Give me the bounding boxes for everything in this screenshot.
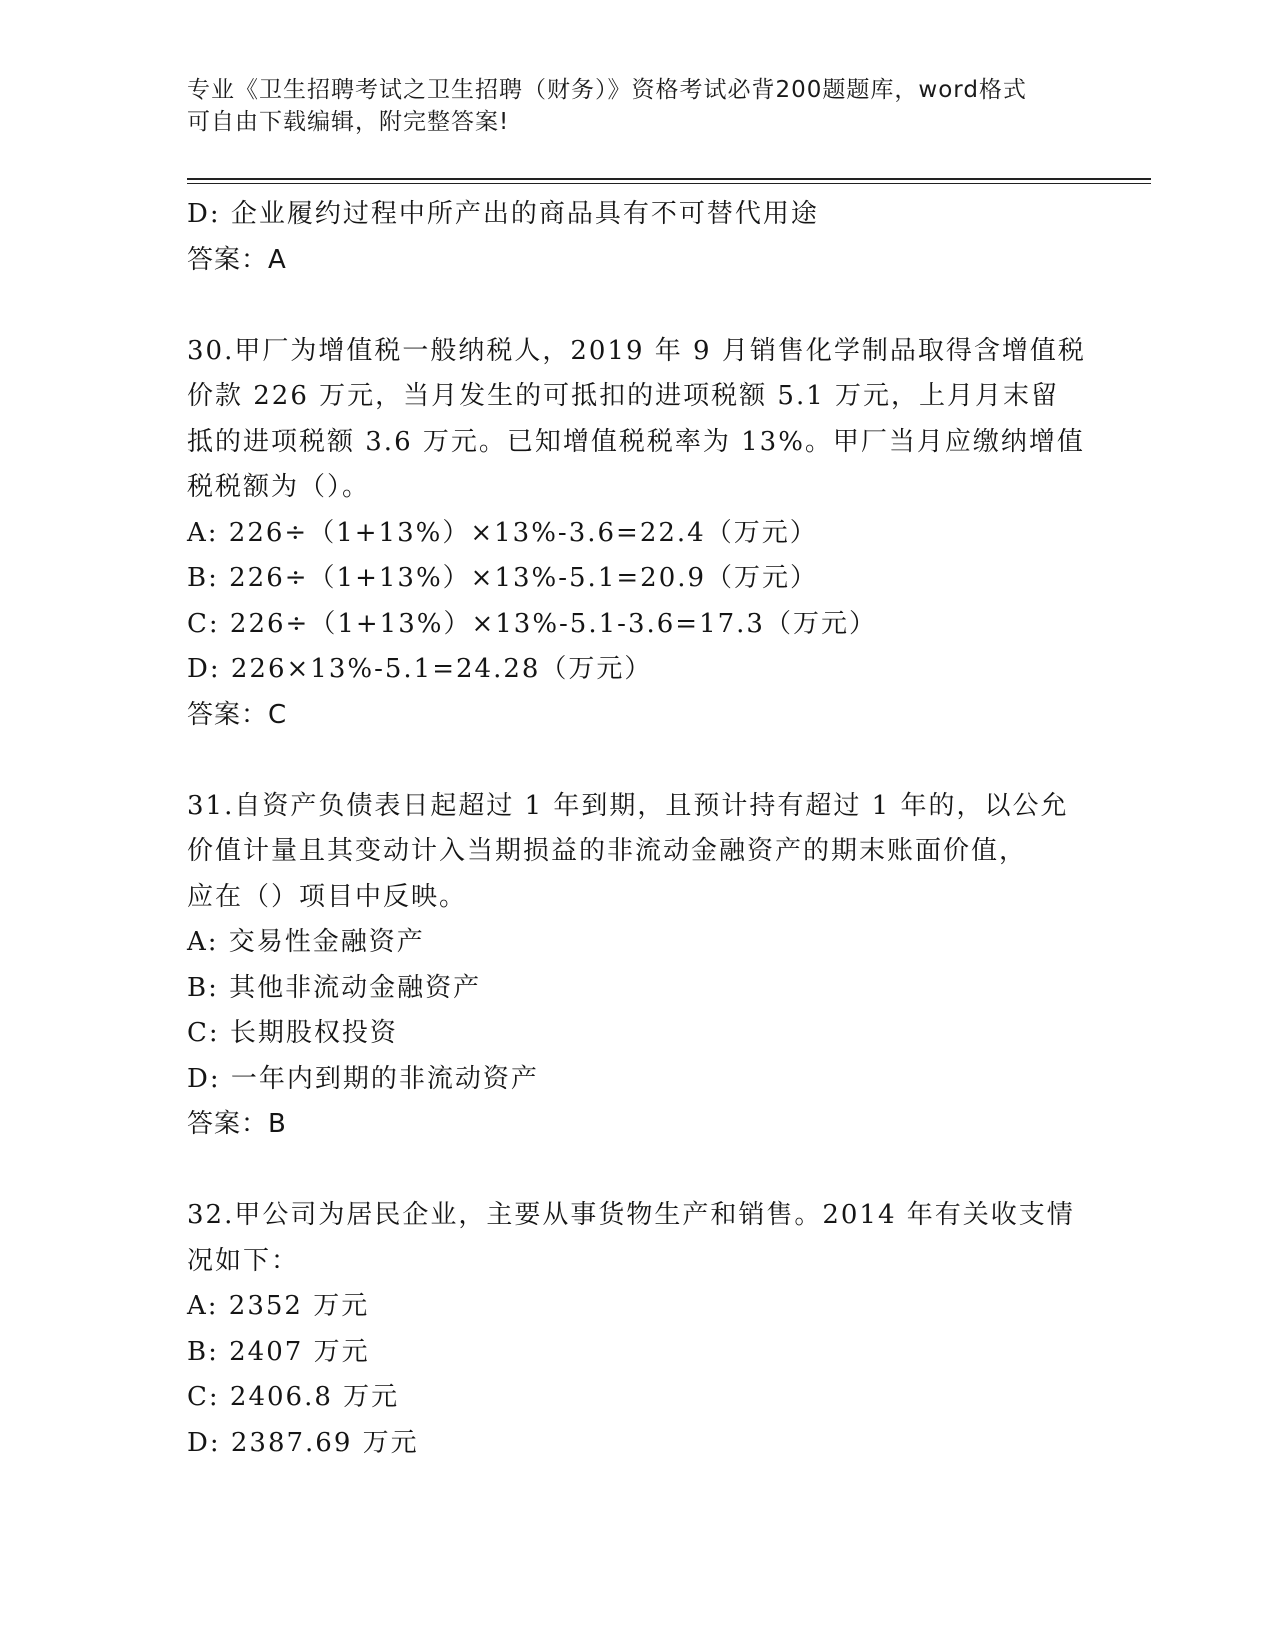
answer-line: 答案：C: [187, 699, 288, 730]
option-d: D: 一年内到期的非流动资产: [187, 1063, 539, 1094]
option-b: B: 2407 万元: [187, 1336, 370, 1367]
option-c: C: 2406.8 万元: [187, 1382, 400, 1412]
document-body: [187, 192, 1087, 1466]
option-b: B: 226÷（1+13%）×13%-5.1=20.9（万元）: [187, 563, 819, 593]
answer-line: 答案：B: [187, 1109, 287, 1139]
header-title-line-1: 专业《卫生招聘考试之卫生招聘（财务）》资格考试必背200题题库，word格式: [187, 77, 1027, 103]
option-d: D: 企业履约过程中所产出的商品具有不可替代用途: [187, 199, 819, 229]
option-b: B: 其他非流动金融资产: [187, 972, 482, 1003]
header-title-line-2: 可自由下载编辑，附完整答案!: [187, 109, 510, 135]
question-stem-line: 价值计量且其变动计入当期损益的非流动金融资产的期末账面价值，: [187, 836, 1028, 866]
option-a: A: 2352 万元: [187, 1291, 370, 1321]
previous-question-tail: [187, 192, 1087, 283]
option-a: A: 226÷（1+13%）×13%-3.6=22.4（万元）: [187, 517, 818, 548]
option-d: D: 2387.69 万元: [187, 1427, 419, 1458]
question-31: [187, 784, 1087, 1148]
question-stem-line: 价款 226 万元，当月发生的可抵扣的进项税额 5.1 万元，上月月末留: [187, 381, 1060, 411]
question-stem-line: 应在（）项目中反映。: [187, 881, 468, 912]
spacer: [187, 283, 1087, 329]
question-32: [187, 1193, 1087, 1466]
answer-line: 答案：A: [187, 244, 287, 275]
question-30: [187, 329, 1087, 739]
spacer: [187, 1148, 1087, 1194]
option-a: A: 交易性金融资产: [187, 927, 425, 957]
question-stem-line: 30.甲厂为增值税一般纳税人，2019 年 9 月销售化学制品取得含增值税: [187, 335, 1086, 366]
question-stem-line: 税税额为（）。: [187, 472, 371, 502]
question-stem-line: 31.自资产负债表日起超过 1 年到期，且预计持有超过 1 年的，以公允: [187, 790, 1069, 821]
header-divider-thin: [187, 183, 1151, 184]
question-stem-line: 况如下：: [187, 1245, 300, 1276]
document-header: [187, 74, 1067, 138]
spacer: [187, 738, 1087, 784]
header-divider-thick: [187, 178, 1151, 180]
option-c: C: 长期股权投资: [187, 1018, 398, 1048]
question-stem-line: 抵的进项税额 3.6 万元。已知增值税税率为 13%。甲厂当月应缴纳增值: [187, 426, 1085, 457]
option-d: D: 226×13%-5.1=24.28（万元）: [187, 654, 653, 684]
option-c: C: 226÷（1+13%）×13%-5.1-3.6=17.3（万元）: [187, 608, 877, 639]
question-stem-line: 32.甲公司为居民企业，主要从事货物生产和销售。2014 年有关收支情: [187, 1200, 1075, 1230]
